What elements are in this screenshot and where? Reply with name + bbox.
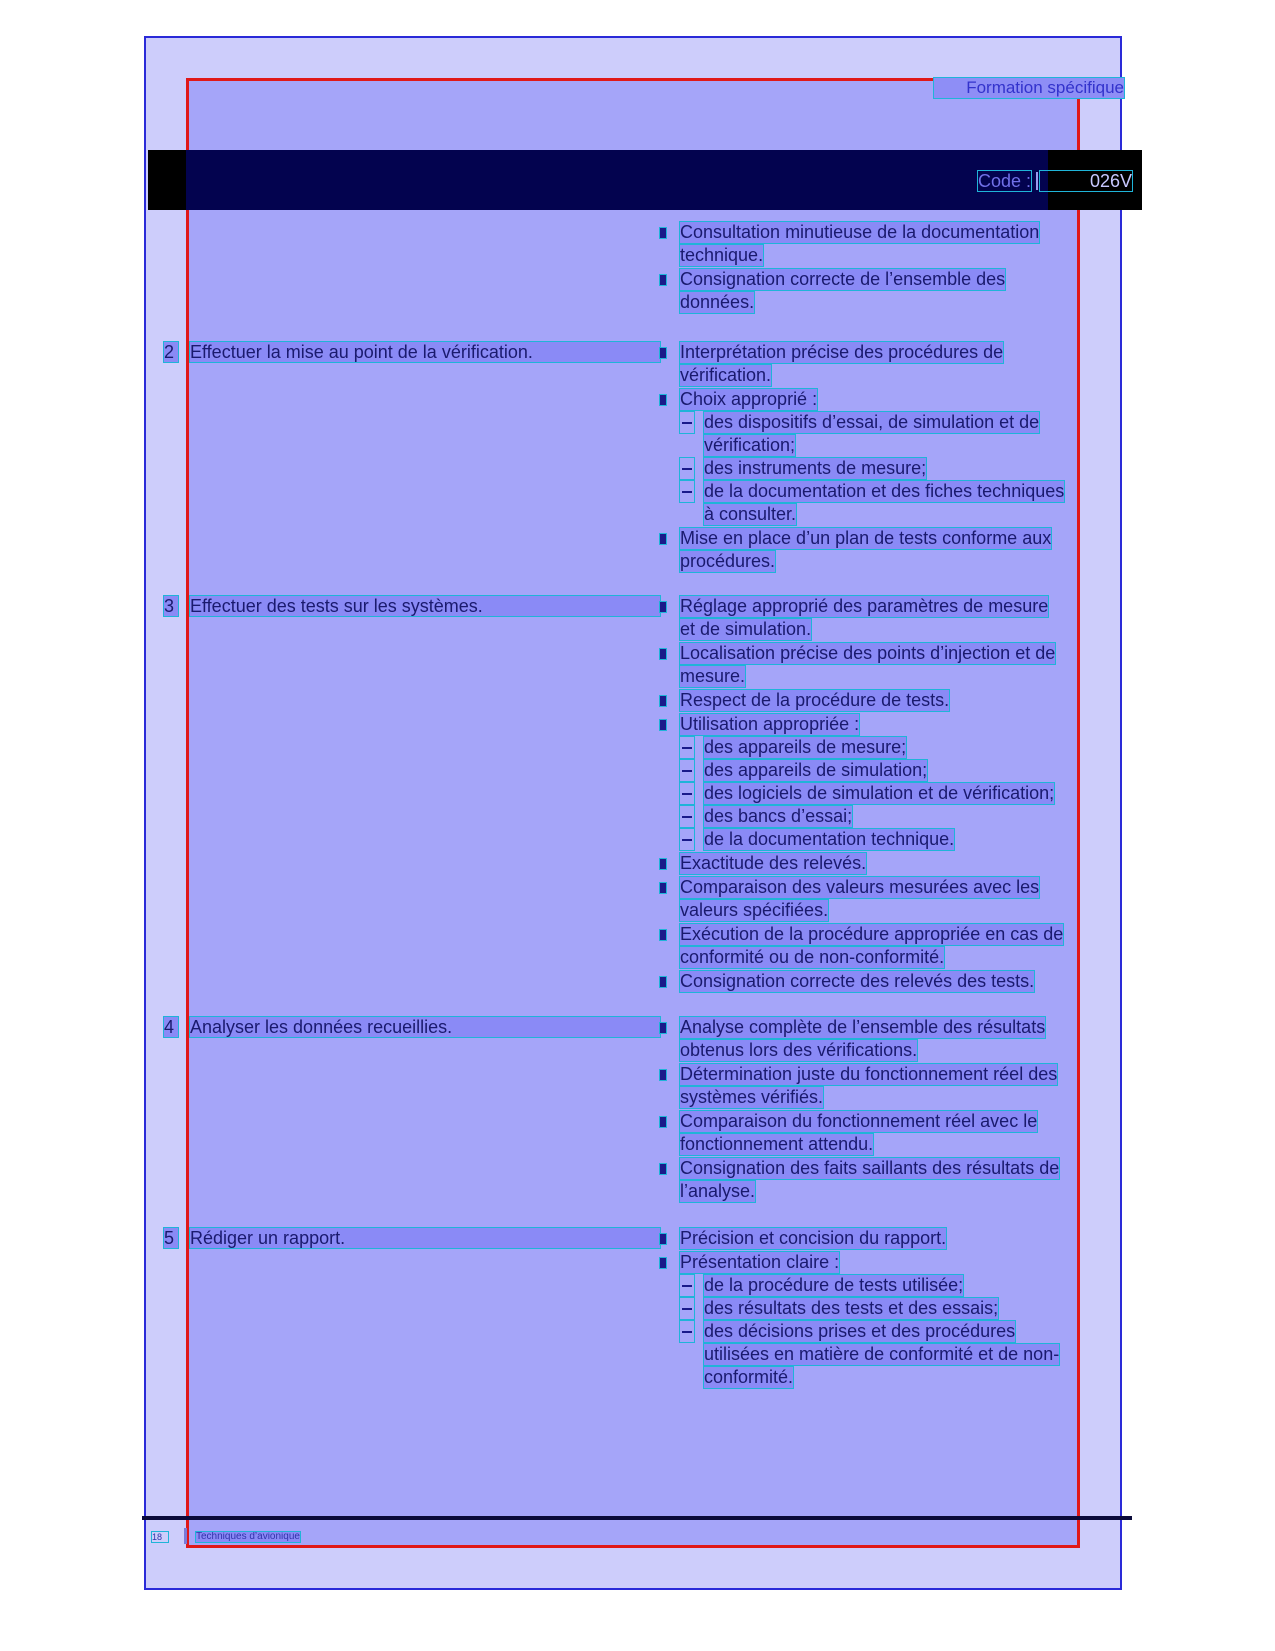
bullet-icon [660, 1258, 666, 1268]
sub-criterion-text: de la documentation technique. [704, 829, 955, 849]
criterion-text: données. [680, 292, 755, 312]
criterion-text: valeurs spécifiées. [680, 900, 829, 920]
sub-criterion-text: de la documentation et des fiches techniques [704, 481, 1065, 501]
task-number: 3 [164, 596, 178, 616]
bullet-icon [660, 859, 666, 869]
footer-rule [142, 1516, 1132, 1520]
dash-icon [680, 737, 694, 758]
criterion-text: et de simulation. [680, 619, 812, 639]
dash-mark [682, 422, 692, 424]
criterion-text: technique. [680, 245, 764, 265]
criterion-text: procédures. [680, 551, 776, 571]
dash-icon [680, 1298, 694, 1319]
criterion-text: Utilisation appropriée : [680, 714, 860, 734]
bullet-icon [660, 348, 666, 358]
sub-criterion-text: des résultats des tests et des essais; [704, 1298, 999, 1318]
bullet-icon [660, 1234, 666, 1244]
band-left-block [148, 150, 186, 210]
criterion-text: Consignation des faits saillants des résultats de [680, 1158, 1060, 1178]
criterion-text: Précision et concision du rapport. [680, 1228, 947, 1248]
criterion-text: Interprétation précise des procédures de [680, 342, 1004, 362]
bullet-icon [660, 1023, 666, 1033]
criterion-text: vérification. [680, 365, 772, 385]
task-number: 4 [164, 1017, 178, 1037]
dash-mark [682, 793, 692, 795]
dash-icon [680, 458, 694, 479]
dash-icon [680, 412, 694, 433]
footer-page-number: 18 [152, 1532, 168, 1542]
criterion-text: l’analyse. [680, 1181, 756, 1201]
criterion-text: Exécution de la procédure appropriée en cas de [680, 924, 1064, 944]
sub-criterion-text: à consulter. [704, 504, 797, 524]
dash-icon [680, 829, 694, 850]
bullet-icon [660, 228, 666, 238]
task-label: Analyser les données recueillies. [190, 1017, 660, 1037]
task-label: Effectuer des tests sur les systèmes. [190, 596, 660, 616]
bullet-icon [660, 930, 666, 940]
criterion-text: Analyse complète de l’ensemble des résultats [680, 1017, 1046, 1037]
bullet-icon [660, 275, 666, 285]
criterion-text: Consultation minutieuse de la documentation [680, 222, 1040, 242]
sub-criterion-text: utilisées en matière de conformité et de non- [704, 1344, 1060, 1364]
code-value: 026V [1040, 171, 1132, 191]
bullet-icon [660, 1164, 666, 1174]
dash-mark [682, 1331, 692, 1333]
bullet-icon [660, 1117, 666, 1127]
dash-mark [682, 747, 692, 749]
dash-mark [682, 816, 692, 818]
sub-criterion-text: de la procédure de tests utilisée; [704, 1275, 964, 1295]
criterion-text: Présentation claire : [680, 1252, 840, 1272]
sub-criterion-text: des décisions prises et des procédures [704, 1321, 1016, 1341]
sub-criterion-text: des bancs d’essai; [704, 806, 853, 826]
task-label: Rédiger un rapport. [190, 1228, 660, 1248]
bullet-icon [660, 395, 666, 405]
bullet-icon [660, 649, 666, 659]
dash-mark [682, 468, 692, 470]
criterion-text: Localisation précise des points d’injection et de [680, 643, 1056, 663]
bullet-icon [660, 696, 666, 706]
dash-icon [680, 760, 694, 781]
bullet-icon [660, 602, 666, 612]
dash-icon [680, 481, 694, 502]
criterion-text: conformité ou de non-conformité. [680, 947, 945, 967]
dash-icon [680, 806, 694, 827]
criterion-text: Consignation correcte de l’ensemble des [680, 269, 1006, 289]
criterion-text: systèmes vérifiés. [680, 1087, 824, 1107]
footer-separator [184, 1528, 187, 1544]
criterion-text: mesure. [680, 666, 746, 686]
criterion-text: Respect de la procédure de tests. [680, 690, 950, 710]
criterion-text: Consignation correcte des relevés des tests. [680, 971, 1035, 991]
header-title: Formation spécifique [934, 78, 1124, 98]
sub-criterion-text: des appareils de simulation; [704, 760, 928, 780]
dash-icon [680, 783, 694, 804]
criterion-text: Détermination juste du fonctionnement réel des [680, 1064, 1058, 1084]
dash-mark [682, 1308, 692, 1310]
criterion-text: Comparaison des valeurs mesurées avec les [680, 877, 1040, 897]
criterion-text: Mise en place d’un plan de tests conforme aux [680, 528, 1052, 548]
sub-criterion-text: conformité. [704, 1367, 794, 1387]
bullet-icon [660, 1070, 666, 1080]
sub-criterion-text: des dispositifs d’essai, de simulation et de [704, 412, 1040, 432]
code-label: Code : [978, 171, 1032, 191]
sub-criterion-text: des appareils de mesure; [704, 737, 907, 757]
dash-icon [680, 1275, 694, 1296]
criterion-text: fonctionnement attendu. [680, 1134, 874, 1154]
dash-mark [682, 839, 692, 841]
dash-icon [680, 1321, 694, 1342]
dash-mark [682, 491, 692, 493]
bullet-icon [660, 883, 666, 893]
sub-criterion-text: vérification; [704, 435, 796, 455]
task-number: 2 [164, 342, 178, 362]
bullet-icon [660, 720, 666, 730]
code-separator [1036, 172, 1038, 190]
criterion-text: Réglage approprié des paramètres de mesure [680, 596, 1049, 616]
criterion-text: Choix approprié : [680, 389, 818, 409]
criterion-text: Comparaison du fonctionnement réel avec le [680, 1111, 1038, 1131]
bullet-icon [660, 534, 666, 544]
sub-criterion-text: des logiciels de simulation et de vérification; [704, 783, 1055, 803]
task-label: Effectuer la mise au point de la vérification. [190, 342, 660, 362]
sub-criterion-text: des instruments de mesure; [704, 458, 927, 478]
criterion-text: Exactitude des relevés. [680, 853, 867, 873]
task-number: 5 [164, 1228, 178, 1248]
bullet-icon [660, 977, 666, 987]
dash-mark [682, 770, 692, 772]
criterion-text: obtenus lors des vérifications. [680, 1040, 918, 1060]
footer-program: Techniques d’avionique [196, 1531, 300, 1542]
dash-mark [682, 1285, 692, 1287]
